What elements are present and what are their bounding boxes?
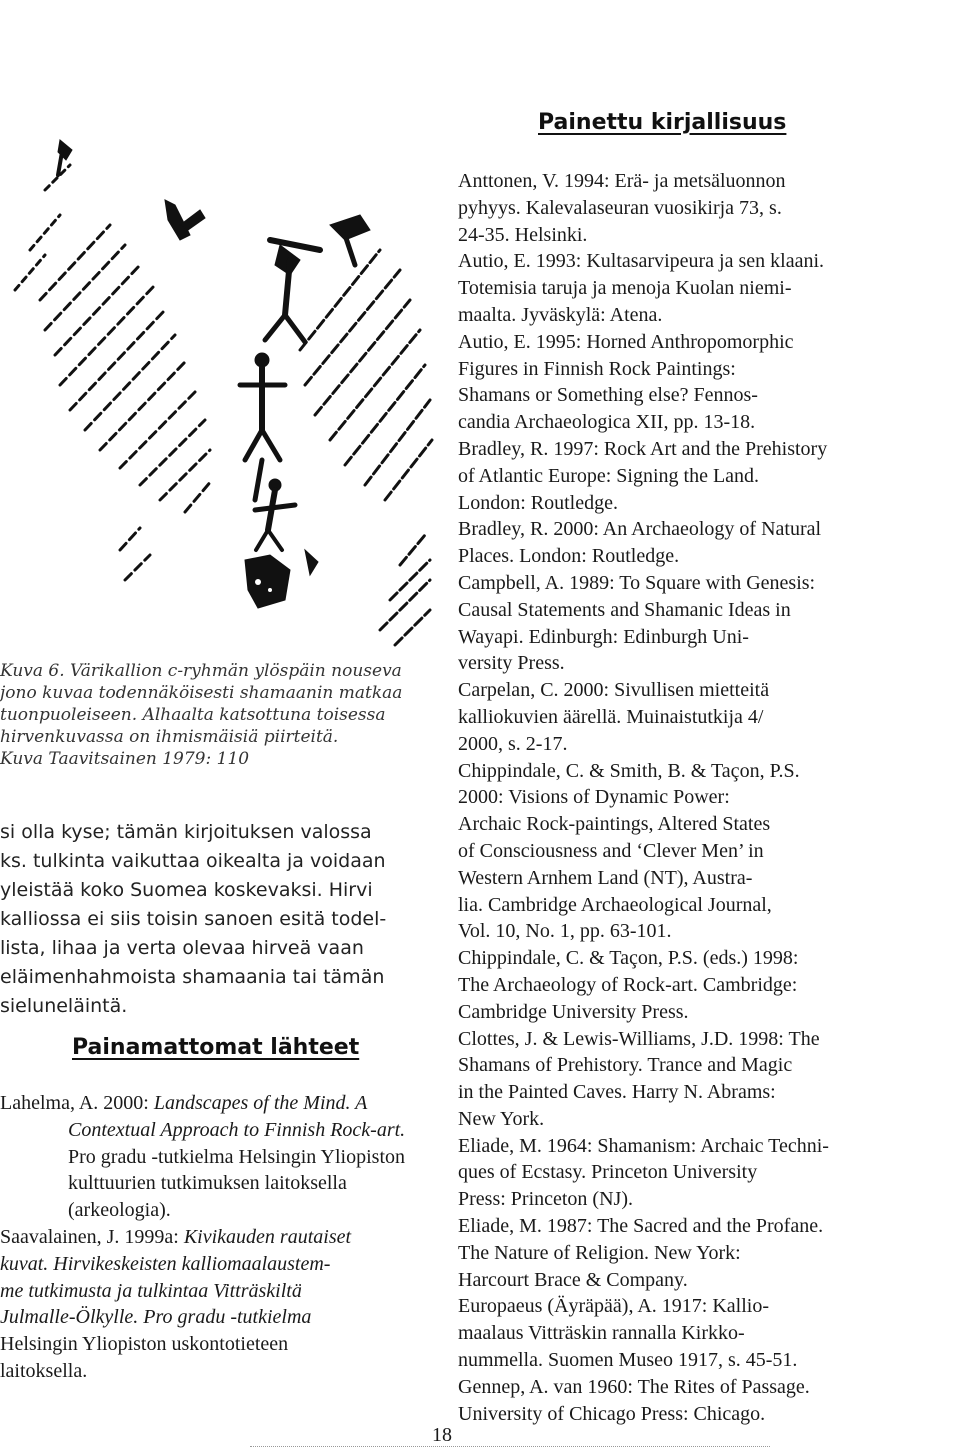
reference-line: Bradley, R. 2000: An Archaeology of Natural	[458, 518, 822, 541]
body-line: ks. tulkinta vaikuttaa oikealta ja voidaan	[0, 850, 386, 872]
reference-line: ques of Ecstasy. Princeton University	[458, 1161, 758, 1184]
reference-entry	[458, 168, 928, 248]
reference-line: Gennep, A. van 1960: The Rites of Passage.	[458, 1375, 810, 1398]
right-column	[458, 0, 958, 1453]
reference-line: Totemisia taruja ja menoja Kuolan niemi-	[458, 277, 792, 300]
reference-entry	[458, 248, 928, 328]
unprinted-sources-list	[0, 1090, 455, 1385]
reference-entry	[458, 1293, 928, 1373]
reference-line: 24-35. Helsinki.	[458, 223, 588, 246]
reference-entry	[458, 677, 928, 757]
reference-line: Eliade, M. 1964: Shamanism: Archaic Techni-	[458, 1134, 829, 1157]
caption-line: hirvenkuvassa on ihmismäisiä piirteitä.	[0, 727, 339, 747]
bottom-rule	[250, 1446, 770, 1448]
reference-line: of Consciousness and ‘Clever Men’ in	[458, 839, 764, 862]
reference-line: Carpelan, C. 2000: Sivullisen mietteitä	[458, 679, 770, 702]
reference-entry	[458, 945, 928, 1025]
reference-line: New York.	[458, 1107, 545, 1130]
rock-painting-figures-icon	[0, 130, 460, 650]
reference-line: University of Chicago Press: Chicago.	[458, 1402, 766, 1425]
reference-line: 2000, s. 2-17.	[458, 732, 568, 755]
caption-line: Kuva Taavitsainen 1979: 110	[0, 749, 250, 769]
reference-line: kulttuurien tutkimuksen laitoksella	[68, 1172, 347, 1195]
reference-entry	[458, 1213, 928, 1293]
reference-line: me tutkimusta ja tulkintaa Vitträskiltä	[0, 1279, 302, 1302]
reference-line: Press: Princeton (NJ).	[458, 1188, 633, 1211]
reference-line: Places. London: Routledge.	[458, 545, 680, 568]
reference-line: maalaus Vitträskin rannalla Kirkko-	[458, 1322, 745, 1345]
reference-line: versity Press.	[458, 652, 565, 675]
reference-line: candia Archaeologica XII, pp. 13-18.	[458, 411, 756, 434]
reference-line: kuvat. Hirvikeskeisten kalliomaalaustem-	[0, 1252, 331, 1275]
reference-entry	[458, 516, 928, 570]
reference-line: Autio, E. 1995: Horned Anthropomorphic	[458, 330, 794, 353]
reference-line: Archaic Rock-paintings, Altered States	[458, 813, 771, 836]
reference-line: maalta. Jyväskylä: Atena.	[458, 303, 663, 326]
reference-entry	[0, 1090, 455, 1224]
body-paragraph	[0, 818, 450, 1021]
reference-line: London: Routledge.	[458, 491, 618, 514]
heading-unprinted-sources: Painamattomat lähteet	[72, 1035, 360, 1060]
reference-line: of Atlantic Europe: Signing the Land.	[458, 464, 760, 487]
page-number: 18	[432, 1424, 452, 1446]
reference-line: Shamans or Something else? Fennos-	[458, 384, 758, 407]
caption-line: Kuva 6. Värikallion c-ryhmän ylöspäin nouseva	[0, 661, 402, 681]
reference-line: nummella. Suomen Museo 1917, s. 45-51.	[458, 1349, 798, 1372]
reference-entry	[458, 436, 928, 516]
reference-line: Clottes, J. & Lewis-Williams, J.D. 1998: The	[458, 1027, 820, 1050]
reference-line: 2000: Visions of Dynamic Power:	[458, 786, 730, 809]
reference-line: lia. Cambridge Archaeological Journal,	[458, 893, 772, 916]
reference-entry	[458, 1026, 928, 1133]
reference-entry	[458, 1374, 928, 1428]
body-line: eläimenhahmoista shamaania tai tämän	[0, 966, 385, 988]
reference-line: Pro gradu -tutkielma Helsingin Yliopiston	[68, 1145, 406, 1168]
reference-entry	[458, 1133, 928, 1213]
body-line: yleistää koko Suomea koskevaksi. Hirvi	[0, 879, 373, 901]
body-line: si olla kyse; tämän kirjoituksen valossa	[0, 821, 372, 843]
reference-entry	[458, 758, 928, 946]
reference-line: laitoksella.	[0, 1359, 88, 1382]
left-column	[0, 0, 468, 1453]
reference-line: Europaeus (Äyräpää), A. 1917: Kallio-	[458, 1295, 770, 1318]
figure-caption	[0, 660, 450, 770]
reference-line: Bradley, R. 1997: Rock Art and the Prehistory	[458, 437, 828, 460]
body-line: sieluneläintä.	[0, 995, 128, 1017]
printed-literature-list	[458, 168, 928, 1427]
reference-line: Chippindale, C. & Smith, B. & Taçon, P.S.	[458, 759, 800, 782]
reference-line: Saavalainen, J. 1999a:	[0, 1225, 184, 1248]
reference-line: Autio, E. 1993: Kultasarvipeura ja sen klaani.	[458, 250, 825, 273]
reference-line: The Archaeology of Rock-art. Cambridge:	[458, 973, 798, 996]
reference-line: Campbell, A. 1989: To Square with Genesis:	[458, 571, 816, 594]
reference-line: in the Painted Caves. Harry N. Abrams:	[458, 1081, 776, 1104]
reference-line: Cambridge University Press.	[458, 1000, 689, 1023]
reference-line: Contextual Approach to Finnish Rock-art.	[68, 1118, 406, 1141]
reference-line: Shamans of Prehistory. Trance and Magic	[458, 1054, 793, 1077]
reference-line: The Nature of Religion. New York:	[458, 1241, 741, 1264]
reference-line: (arkeologia).	[68, 1199, 171, 1222]
body-line: kalliossa ei siis toisin sanoen esitä todel-	[0, 908, 387, 930]
reference-line: Western Arnhem Land (NT), Austra-	[458, 866, 753, 889]
reference-entry	[0, 1224, 455, 1385]
reference-line: Landscapes of the Mind. A	[153, 1092, 368, 1114]
caption-line: tuonpuoleiseen. Alhaalta katsottuna toisessa	[0, 705, 386, 725]
caption-line: jono kuvaa todennäköisesti shamaanin matkaa	[0, 683, 403, 703]
reference-line: Eliade, M. 1987: The Sacred and the Profane.	[458, 1215, 824, 1238]
reference-line: Chippindale, C. & Taçon, P.S. (eds.) 1998:	[458, 947, 799, 970]
reference-line: kalliokuvien äärellä. Muinaistutkija 4/	[458, 705, 764, 728]
reference-line: Helsingin Yliopiston uskontotieteen	[0, 1333, 289, 1356]
reference-line: Lahelma, A. 2000:	[0, 1092, 154, 1114]
reference-line: Vol. 10, No. 1, pp. 63-101.	[458, 920, 672, 943]
reference-entry	[458, 329, 928, 436]
reference-line: pyhyys. Kalevalaseuran vuosikirja 73, s.	[458, 196, 782, 219]
reference-line: Anttonen, V. 1994: Erä- ja metsäluonnon	[458, 170, 786, 192]
reference-line: Causal Statements and Shamanic Ideas in	[458, 598, 791, 621]
reference-line: Harcourt Brace & Company.	[458, 1268, 688, 1291]
rock-painting-figure	[0, 130, 460, 650]
reference-line: Wayapi. Edinburgh: Edinburgh Uni-	[458, 625, 749, 648]
reference-line: Julmalle-Ölkylle. Pro gradu -tutkielma	[0, 1306, 312, 1329]
reference-line: Figures in Finnish Rock Paintings:	[458, 357, 736, 380]
heading-printed-literature: Painettu kirjallisuus	[538, 110, 787, 135]
reference-line: Kivikauden rautaiset	[183, 1225, 352, 1248]
reference-entry	[458, 570, 928, 677]
body-line: lista, lihaa ja verta olevaa hirveä vaan	[0, 937, 364, 959]
